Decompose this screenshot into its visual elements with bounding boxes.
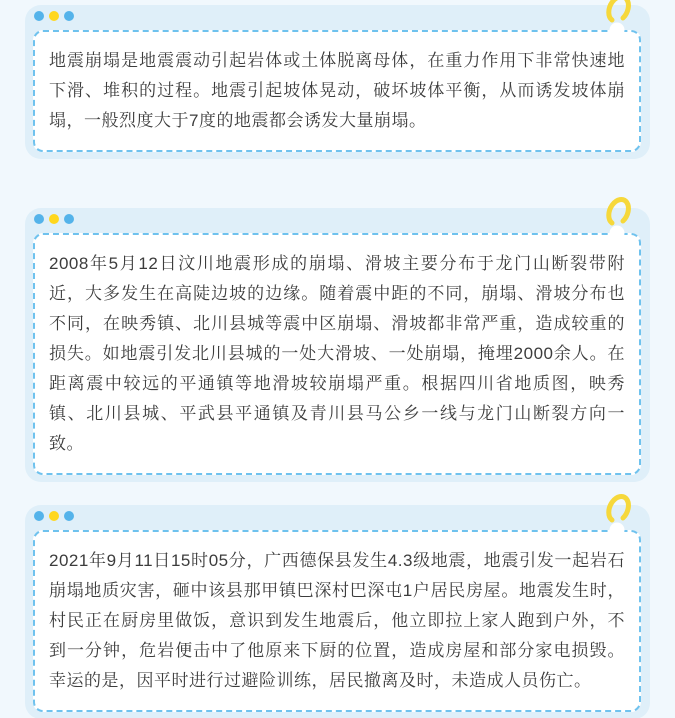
card-paragraph: 地震崩塌是地震震动引起岩体或土体脱离母体，在重力作用下非常快速地下滑、堆积的过程。地震引起坡体晃动，破坏坡体平衡，从而诱发坡体崩塌，一般烈度大于7度的地震都会诱发大量崩塌。 <box>49 51 625 130</box>
dot-blue-icon <box>64 511 74 521</box>
dot-blue-icon <box>34 11 44 21</box>
card-paragraph: 2008年5月12日汶川地震形成的崩塌、滑坡主要分布于龙门山断裂带附近，大多发生在高陡边坡的边缘。随着震中距的不同，崩塌、滑坡分布也不同，在映秀镇、北川县城等震中区崩塌、滑坡都非常严重，造成较重的损失。如地震引发北川县城的一处大滑坡、一处崩塌，掩埋2000余人。在距离震中较远的平通镇等地滑坡较崩塌严重。根据四川省地质图，映秀镇、北川县城、平武县平通镇及青川县马公乡一线与龙门山断裂方向一致。 <box>49 254 625 453</box>
dot-yellow-icon <box>49 511 59 521</box>
window-dots <box>34 11 74 21</box>
card-body <box>33 530 641 712</box>
info-card-1 <box>25 5 650 159</box>
info-card-2 <box>25 208 650 482</box>
card-body <box>33 30 641 152</box>
card-paragraph: 2021年9月11日15时05分，广西德保县发生4.3级地震，地震引发一起岩石崩塌地质灾害，砸中该县那甲镇巴深村巴深屯1户居民房屋。地震发生时，村民正在厨房里做饭，意识到发生地震后，他立即拉上家人跑到户外，不到一分钟，危岩便击中了他原来下厨的位置，造成房屋和部分家电损毁。幸运的是，因平时进行过避险训练，居民撤离及时，未造成人员伤亡。 <box>49 551 625 690</box>
dot-blue-icon <box>64 214 74 224</box>
info-card-3 <box>25 505 650 718</box>
dot-yellow-icon <box>49 214 59 224</box>
dot-blue-icon <box>34 511 44 521</box>
window-dots <box>34 511 74 521</box>
card-body <box>33 233 641 475</box>
window-dots <box>34 214 74 224</box>
dot-blue-icon <box>64 11 74 21</box>
dot-blue-icon <box>34 214 44 224</box>
dot-yellow-icon <box>49 11 59 21</box>
